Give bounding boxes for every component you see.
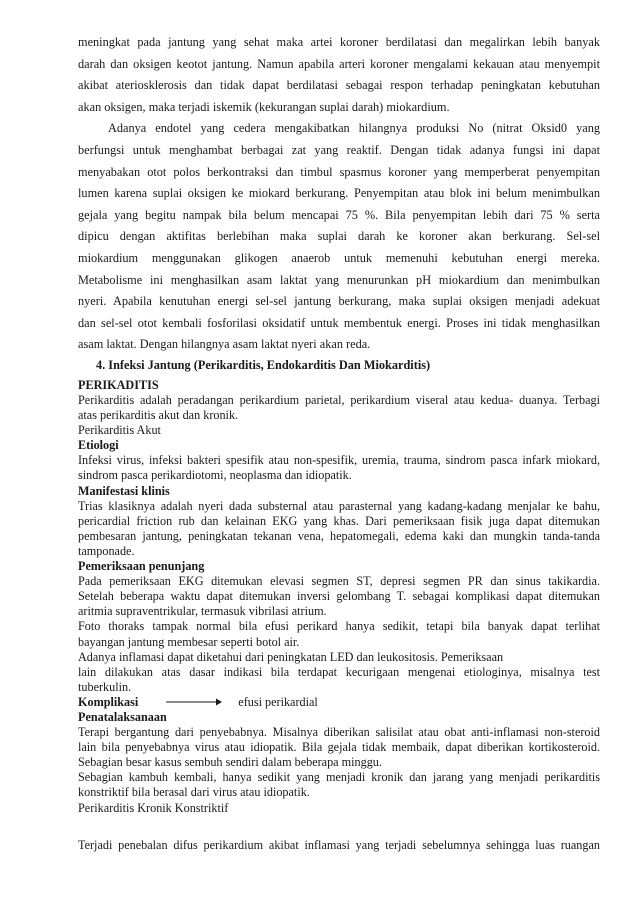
- text-line: berfungsi untuk menghambat berbagai zat yang reaktif. Dengan tidak adanya fungsi ini dapat: [78, 142, 600, 157]
- text-line: lain dilakukan atas dasar indikasi bila terdapat kecurigaan mengenai etiologinya, misalnya test: [78, 664, 600, 679]
- text-line: Infeksi virus, infeksi bakteri spesifik atau non-spesifik, uremia, trauma, sindrom pasca infark miokard,: [78, 453, 600, 468]
- text-line: akibat ateriosklerosis dan tidak dapat berdilatasi sebagai respon terhadap peningkatan kebutuhan: [78, 78, 600, 93]
- komplikasi-row: [78, 695, 600, 710]
- text-line: meningkat pada jantung yang sehat maka artei koroner berdilatasi dan megalirkan lebih banyak: [78, 35, 600, 49]
- perikarditis-title: PERIKADITIS: [78, 377, 159, 392]
- text-line: sindrom pasca perikardiotomi, neoplasma dan idiopatik.: [78, 468, 352, 483]
- text-line: pembesaran jantung, peningkatan tekanan vena, hepatomegali, edema kaki dan mungkin tanda-tanda: [78, 528, 600, 543]
- text-line: Trias klasiknya adalah nyeri dada substernal atau parasternal yang kadang-kadang menjalar ke bahu,: [78, 498, 600, 513]
- text-line: menyabakan otot polos berkontraksi dan timbul spasmus koroner yang memperberat penyempitan: [78, 164, 600, 179]
- text-line: pericardial friction rub dan kelainan EKG yang khas. Dari pemeriksaan fisik juga dapat ditemukan: [78, 513, 600, 528]
- text-line: Sebagian besar kasus sembuh sendiri dalam beberapa minggu.: [78, 755, 382, 770]
- text-line: tuberkulin.: [78, 679, 132, 694]
- text-line: darah dan oksigen keotot jantung. Namun apabila arteri koroner mengalami kekauan atau menyempit: [78, 56, 600, 71]
- text-line: atas perikarditis akut dan kronik.: [78, 408, 239, 423]
- text-line: Sebagian kambuh kembali, hanya sedikit yang menjadi kronik dan jarang yang menjadi perikarditis: [78, 770, 600, 785]
- text-line: dan sel-sel otot kembali fosforilasi oksidatif untuk membentuk energi. Proses ini tidak menghasilkan: [78, 315, 600, 330]
- text-line: Perikarditis adalah peradangan perikardium parietal, perikardium viseral atau kedua- duanya. Terbagi: [78, 393, 600, 407]
- komplikasi-label: Komplikasi: [78, 694, 139, 709]
- etiologi-title: Etiologi: [78, 438, 119, 453]
- akut-title: Perikarditis Akut: [78, 423, 161, 438]
- document-page: [78, 0, 600, 903]
- text-line: bayangan jantung membesar seperti botol air.: [78, 634, 300, 649]
- intro-paragraph: [78, 0, 600, 118]
- text-line: lain bila penyebabnya virus atau idiopatik. Bila gejala tidak membaik, dapat diberikan kortikosteroid.: [78, 740, 600, 755]
- text-line: Setelah beberapa waktu dapat ditemukan inversi gelombang T. sebagai komplikasi dapat ditemukan: [78, 589, 600, 604]
- penatalaksanaan-title: Penatalaksanaan: [78, 709, 167, 724]
- text-line: dipicu dengan aktifitas berlebihan maka suplai darah ke koroner akan berkurang. Sel-sel: [78, 229, 600, 244]
- pemeriksaan-title: Pemeriksaan penunjang: [78, 559, 205, 574]
- text-line: nyeri. Apabila kenutuhan energi sel-sel jantung berkurang, maka suplai oksigen menjadi adekuat: [78, 294, 600, 309]
- text-line: tamponade.: [78, 543, 135, 558]
- text-line: Terapi bergantung dari penyebabnya. Misalnya diberikan salisilat atau obat anti-inflamasi non-steroid: [78, 725, 600, 740]
- manifestasi-title: Manifestasi klinis: [78, 483, 170, 498]
- text-line: konstriktif bila berasal dari virus atau idiopatik.: [78, 785, 310, 800]
- text-line: miokardium menggunakan glikogen anaerob untuk memenuhi kebutuhan energi mereka.: [78, 250, 600, 265]
- text-line: gejala yang begitu nampak bila belum mencapai 75 %. Bila penyempitan lebih dari 75 % serta: [78, 207, 600, 222]
- right-arrow-icon: [166, 697, 222, 707]
- text-line: Pada pemeriksaan EKG ditemukan elevasi segmen ST, depresi segmen PR dan sinus takikardia.: [78, 574, 600, 589]
- komplikasi-value: efusi perikardial: [238, 694, 318, 709]
- blank-line: [78, 816, 600, 838]
- perikarditis-section: [78, 378, 600, 853]
- text-line: Adanya endotel yang cedera mengakibatkan hilangnya produksi No (nitrat Oksid0 yang: [108, 121, 600, 136]
- text-line: lumen karena suplai oksigen ke miokard berkurang. Penyempitan atau blok ini belum menimbulkan: [78, 186, 600, 201]
- text-line: Terjadi penebalan difus perikardium akibat inflamasi yang terjadi sebelumnya sehingga luas ruangan: [78, 837, 600, 852]
- text-line: Metabolisme ini menghasilkan asam laktat yang menurunkan pH miokardium dan menimbulkan: [78, 272, 600, 287]
- text-line: Adanya inflamasi dapat diketahui dari peningkatan LED dan leukositosis. Pemeriksaan: [78, 649, 504, 664]
- text-line: Foto thoraks tampak normal bila efusi perikard hanya sedikit, tetapi bila banyak dapat terlihat: [78, 619, 600, 634]
- section-4-heading: 4. Infeksi Jantung (Perikarditis, Endokarditis Dan Miokarditis): [96, 357, 431, 372]
- text-line: akan oksigen, maka terjadi iskemik (kekurangan suplai darah) miokardium.: [78, 99, 450, 114]
- text-line: aritmia supraventrikular, termasuk vibrilasi atrium.: [78, 604, 327, 619]
- text-line: asam laktat. Dengan hilangnya asam laktat nyeri akan reda.: [78, 337, 371, 352]
- kronik-title: Perikarditis Kronik Konstriktif: [78, 800, 229, 815]
- endotel-paragraph: [78, 118, 600, 356]
